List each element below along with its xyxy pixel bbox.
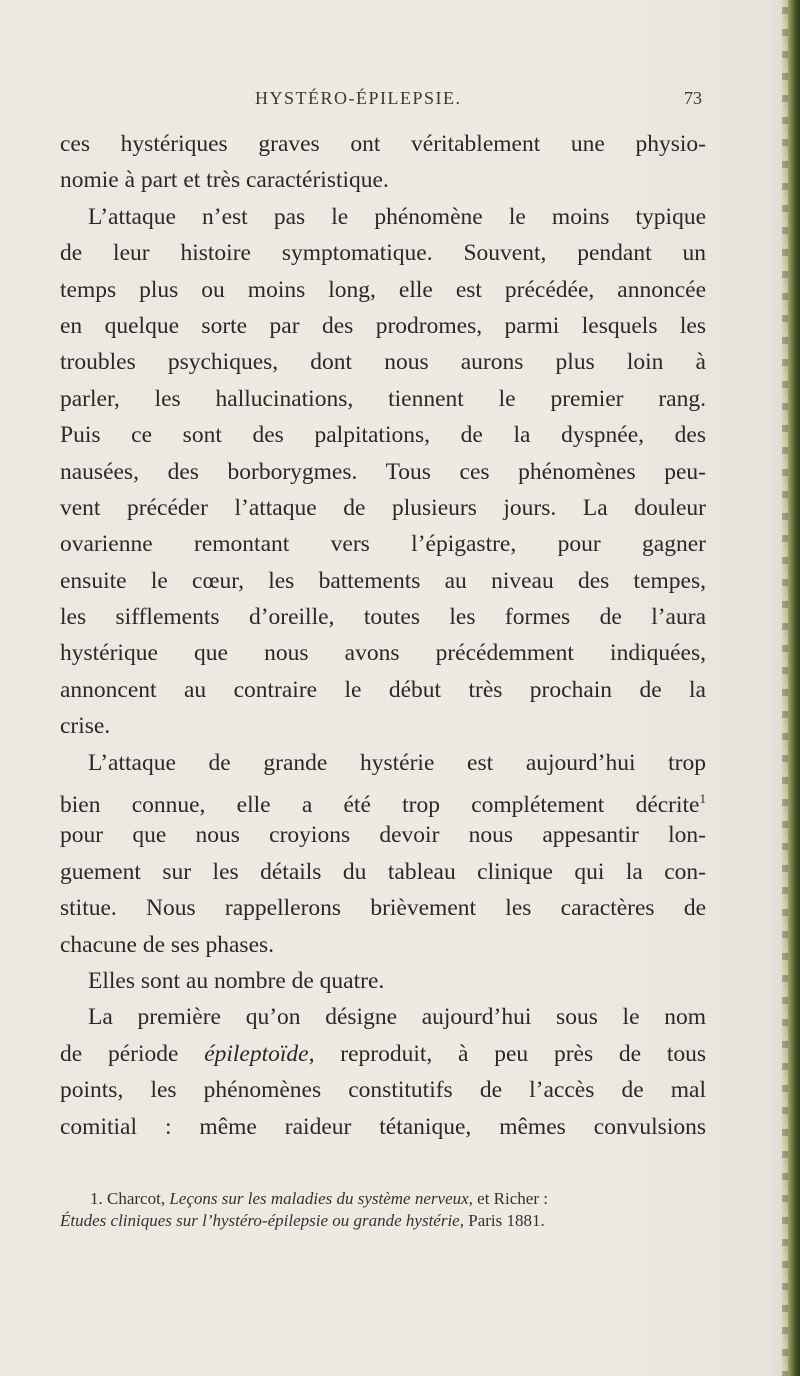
text-line: de leur histoire symptomatique. Souvent, pendant un [60, 240, 706, 267]
text-line: pour que nous croyions devoir nous appesantir lon- [60, 822, 706, 849]
italic-term: épileptoïde, [204, 1040, 315, 1067]
footnote-line [60, 1210, 706, 1232]
footnote-marker: 1 [699, 791, 706, 807]
text-line: stitue. Nous rappellerons brièvement les caractères de [60, 895, 706, 922]
footnote-number: 1. [90, 1189, 103, 1208]
page-header [0, 88, 800, 118]
book-binding-edge [782, 0, 800, 1376]
text-line: ovarienne remontant vers l’épigastre, pour gagner [60, 531, 706, 558]
footnote-title: Études cliniques sur l’hystéro-épilepsie ou grande hystérie, [60, 1211, 464, 1230]
text-line: L’attaque n’est pas le phénomène le moins typique [88, 203, 706, 230]
text-line: nausées, des borborygmes. Tous ces phénomènes peu- [60, 458, 706, 485]
text-line: comitial : même raideur tétanique, mêmes convulsions [60, 1113, 706, 1140]
footnote [60, 1188, 706, 1232]
text-line-content: bien connue, elle a été trop complétement décrite [60, 792, 700, 819]
footnote-line [60, 1188, 706, 1210]
text-line [60, 1036, 706, 1072]
text-line: Elles sont au nombre de quatre. [88, 967, 385, 994]
text-line: hystérique que nous avons précédemment indiquées, [60, 640, 706, 667]
text-line: guement sur les détails du tableau clinique qui la con- [60, 858, 706, 885]
text-line: en quelque sorte par des prodromes, parmi lesquels les [60, 312, 706, 339]
text-line: troubles psychiques, dont nous aurons plus loin à [60, 349, 706, 376]
footnote-connector: et Richer : [477, 1189, 548, 1208]
text-line: les sifflements d’oreille, toutes les formes de l’aura [60, 604, 706, 631]
text-line: chacune de ses phases. [60, 931, 275, 958]
running-title: HYSTÉRO-ÉPILEPSIE. [255, 88, 462, 108]
text-line: Puis ce sont des palpitations, de la dyspnée, des [60, 422, 706, 449]
text-line: temps plus ou moins long, elle est précédée, annoncée [60, 276, 706, 303]
text-line-suffix: reproduit, à peu près de tous [340, 1040, 706, 1067]
text-line: ces hystériques graves ont véritablement une physio- [60, 131, 706, 157]
footnote-author: Charcot, [107, 1189, 166, 1208]
text-line: crise. [60, 713, 111, 740]
text-line: nomie à part et très caractéristique. [60, 167, 389, 194]
text-line: ensuite le cœur, les battements au niveau des tempes, [60, 567, 706, 594]
page-number: 73 [684, 88, 702, 108]
text-line: annoncent au contraire le début très prochain de la [60, 676, 706, 703]
footnote-title: Leçons sur les maladies du système nerveux, [169, 1189, 473, 1208]
text-line-prefix: de période [60, 1040, 205, 1067]
body-text [60, 126, 706, 1145]
text-line: points, les phénomènes constitutifs de l’accès de mal [60, 1077, 706, 1104]
text-line: parler, les hallucinations, tiennent le premier rang. [60, 385, 706, 412]
text-line: La première qu’on désigne aujourd’hui sous le nom [88, 1004, 706, 1031]
text-line: vent précéder l’attaque de plusieurs jours. La douleur [60, 494, 706, 521]
text-line: L’attaque de grande hystérie est aujourd’hui trop [88, 749, 706, 776]
text-line [60, 781, 706, 817]
footnote-place-year: Paris 1881. [468, 1211, 545, 1230]
